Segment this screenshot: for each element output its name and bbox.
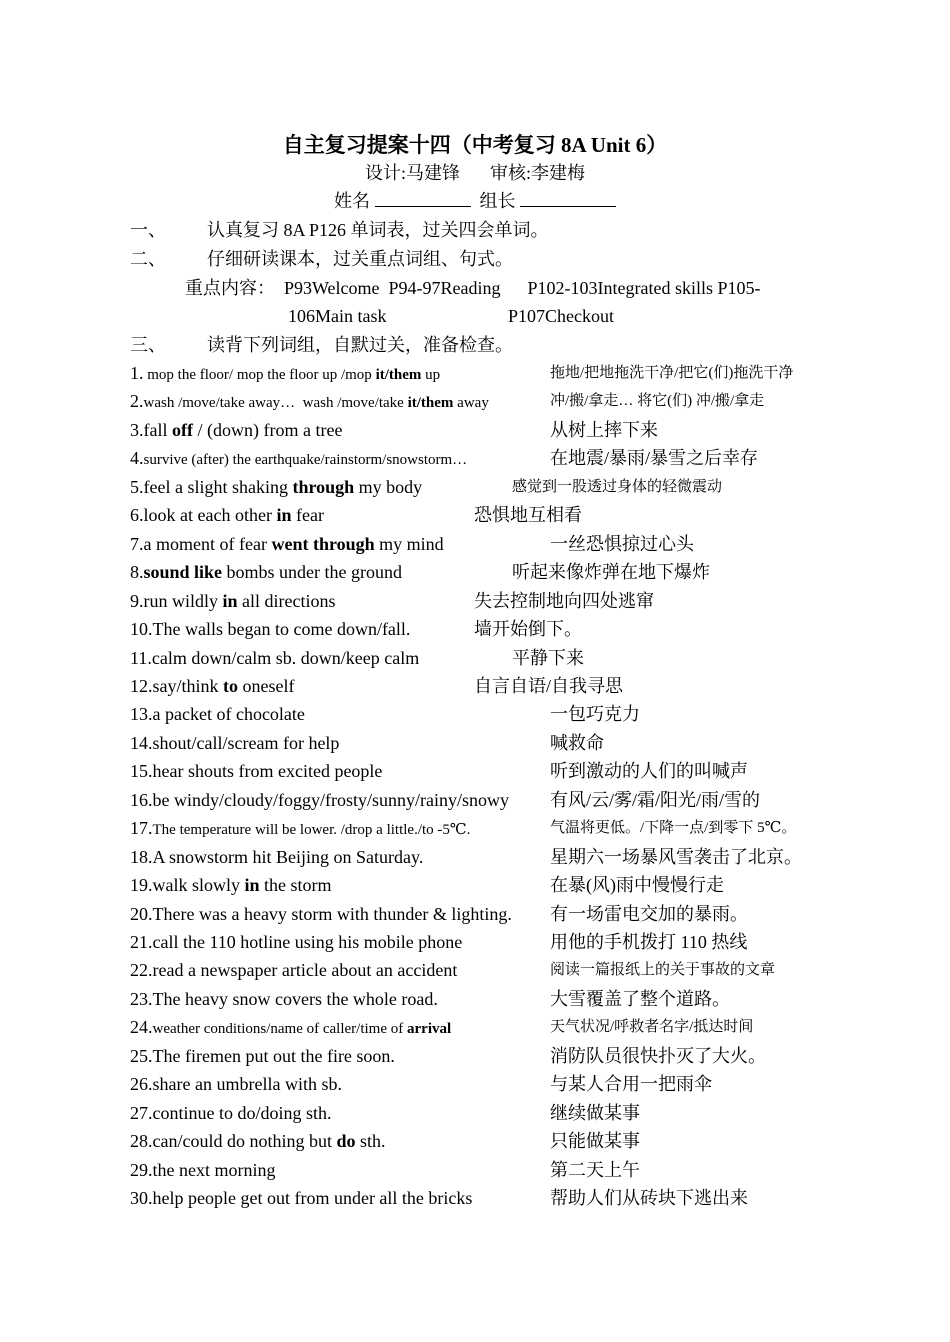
list-item: [0, 359, 950, 387]
phrase-keyword: in: [222, 590, 238, 611]
list-item: [0, 786, 950, 814]
phrase-body: [144, 477, 423, 497]
phrase-chinese: 第二天上午: [550, 1159, 640, 1180]
phrase-english: [130, 1042, 395, 1070]
phrase-text: The heavy snow covers the whole road.: [152, 988, 438, 1009]
phrase-text: say/think: [152, 675, 223, 696]
phrase-body: [144, 505, 324, 525]
item-number: 4.: [130, 448, 144, 469]
list-item: [0, 530, 950, 558]
phrase-text: hear shouts from excited people: [152, 761, 383, 782]
phrase-text-end: fear: [291, 505, 324, 526]
phrase-body: [153, 989, 438, 1009]
item-number: 3.: [130, 419, 144, 440]
list-item: [0, 900, 950, 928]
list-item: [0, 1070, 950, 1098]
credits-line: [0, 160, 950, 186]
phrase-text: the next morning: [152, 1159, 276, 1180]
list-item: [0, 871, 950, 899]
focus-pages-cont: 106Main task P107Checkout: [288, 306, 614, 326]
item-number: 27.: [130, 1102, 153, 1123]
list-item: [0, 558, 950, 586]
phrase-chinese: 一丝恐惧掠过心头: [550, 533, 694, 554]
phrase-chinese: 阅读一篇报纸上的关于事故的文章: [550, 962, 776, 979]
phrase-english: [130, 814, 470, 844]
phrase-english: [130, 359, 440, 389]
phrase-text: survive (after) the earthquake/rainstorm/snowstorm…: [143, 452, 468, 469]
phrase-chinese: 在暴(风)雨中慢慢行走: [550, 875, 724, 896]
phrase-text: There was a heavy storm with thunder & lighting.: [152, 903, 512, 924]
item-number: 10.: [130, 619, 153, 640]
item-number: 6.: [130, 505, 144, 526]
item-number: 30.: [130, 1188, 153, 1209]
phrase-body: [153, 733, 340, 753]
phrase-chinese: 用他的手机拨打 110 热线: [550, 932, 748, 952]
phrase-english: [130, 644, 419, 672]
item-number: 14.: [130, 732, 153, 753]
phrase-english: [130, 956, 457, 984]
phrase-chinese: 星期六一场暴风雪袭击了北京。: [550, 846, 802, 867]
phrase-body: [153, 932, 463, 952]
phrase-text-end: / (down) from a tree: [193, 419, 343, 440]
phrase-body: [153, 1103, 332, 1123]
list-item: [0, 729, 950, 757]
phrase-chinese: 大雪覆盖了整个道路。: [550, 988, 730, 1009]
list-item: [0, 985, 950, 1013]
item-number: 26.: [130, 1074, 153, 1095]
document-title: 自主复习提案十四（中考复习 8A Unit 6）: [282, 133, 668, 157]
phrase-english: [130, 1184, 472, 1212]
phrase-body: [153, 619, 411, 639]
phrase-chinese: 听起来像炸弹在地下爆炸: [512, 562, 710, 583]
item-number: 17.: [130, 818, 153, 839]
focus-pages: P93Welcome P94-97Reading P102-103Integrated skills P105-: [284, 278, 761, 298]
phrase-body: [144, 534, 444, 554]
list-item: [0, 644, 950, 672]
list-item: [0, 416, 950, 444]
phrase-body: [144, 395, 489, 411]
item-number: 21.: [130, 932, 153, 952]
phrase-chinese: 有一场雷电交加的暴雨。: [550, 903, 748, 924]
list-item: [0, 700, 950, 728]
item-number: 8.: [130, 562, 144, 583]
phrase-body: [153, 1188, 473, 1208]
list-item: [0, 1099, 950, 1127]
phrase-english: [130, 587, 336, 615]
phrase-body: [144, 452, 468, 468]
phrase-text-end: all directions: [237, 590, 336, 611]
phrase-chinese: 感觉到一股透过身体的轻微震动: [512, 478, 723, 495]
phrase-text: walk slowly: [152, 875, 245, 896]
section-2: [130, 246, 513, 272]
phrase-keyword: do: [336, 1131, 356, 1152]
phrase-text: read a newspaper article about an accident: [152, 960, 458, 981]
section-1: [130, 217, 549, 243]
phrase-text: The temperature will be lower. /drop a little./to -5℃.: [152, 822, 471, 839]
phrase-text: A snowstorm hit Beijing on Saturday.: [152, 846, 424, 867]
phrase-body: [152, 648, 419, 668]
list-item: [0, 672, 950, 700]
phrase-chinese: 喊救命: [550, 732, 604, 753]
phrase-keyword: arrival: [407, 1021, 452, 1038]
item-number: 2.: [130, 391, 144, 412]
list-item: [0, 956, 950, 984]
phrase-text: call the 110 hotline using his mobile phone: [152, 932, 463, 952]
section-3: [130, 332, 513, 358]
phrase-chinese: 平静下来: [512, 647, 584, 668]
phrase-chinese: 气温将更低。/下降一点/到零下 5℃。: [550, 820, 797, 837]
item-number: 18.: [130, 846, 153, 867]
list-item: [0, 1042, 950, 1070]
phrase-chinese: 继续做某事: [550, 1102, 640, 1123]
phrase-text: wash /move/take away… wash /move/take: [143, 395, 408, 412]
phrase-keyword: to: [223, 675, 238, 696]
section-number: 三、: [130, 335, 166, 355]
phrase-english: [130, 444, 467, 474]
phrase-chinese: 冲/搬/拿走… 将它(们) 冲/搬/拿走: [550, 393, 765, 410]
item-number: 13.: [130, 704, 153, 725]
phrase-body: [153, 704, 305, 724]
phrase-chinese: 恐惧地互相看: [474, 505, 582, 526]
phrase-english: [130, 700, 305, 728]
phrase-text: feel a slight shaking: [143, 476, 293, 497]
phrase-english: [130, 871, 332, 899]
item-number: 23.: [130, 988, 153, 1009]
phrase-text-end: away: [453, 395, 489, 412]
item-number: 9.: [130, 590, 144, 611]
leader-blank: [520, 188, 616, 207]
phrase-chinese: 一包巧克力: [550, 704, 640, 725]
phrase-body: [153, 875, 332, 895]
phrase-keyword: it/them: [375, 367, 422, 383]
phrase-keyword: in: [244, 875, 260, 896]
phrase-text: run wildly: [143, 590, 223, 611]
phrase-body: [153, 676, 295, 696]
phrase-english: [130, 900, 512, 928]
item-number: 22.: [130, 960, 153, 981]
list-item: [0, 814, 950, 842]
phrase-text: The firemen put out the fire soon.: [152, 1045, 395, 1066]
phrase-body: [153, 1046, 395, 1066]
phrase-text: share an umbrella with sb.: [152, 1074, 342, 1095]
list-item: [0, 928, 950, 956]
phrase-body: [153, 1131, 386, 1151]
item-number: 29.: [130, 1159, 153, 1180]
phrase-text-end: my mind: [374, 533, 444, 554]
phrase-chinese: 帮助人们从砖块下逃出来: [550, 1188, 748, 1209]
list-item: [0, 843, 950, 871]
phrase-chinese: 消防队员很快扑灭了大火。: [550, 1045, 766, 1066]
phrase-text: help people get out from under all the bricks: [152, 1188, 473, 1209]
phrase-body: [153, 790, 509, 810]
phrase-english: [130, 1070, 342, 1098]
focus-label: 重点内容：: [185, 278, 275, 298]
phrase-body: [144, 562, 403, 582]
phrase-body: [144, 591, 336, 611]
leader-label: 组长: [479, 191, 516, 211]
phrase-text-end: up: [421, 367, 441, 383]
phrase-body: [153, 1074, 342, 1094]
phrase-text-end: the storm: [259, 875, 332, 896]
phrase-chinese: 听到激动的人们的叫喊声: [550, 761, 748, 782]
phrase-text: look at each other: [143, 505, 277, 526]
phrase-text-end: oneself: [238, 675, 295, 696]
item-number: 16.: [130, 789, 153, 810]
phrase-chinese: 天气状况/呼救者名字/抵达时间: [550, 1019, 754, 1036]
phrase-body: [153, 847, 424, 867]
section-text: 认真复习 8A P126 单词表，过关四会单词。: [207, 220, 549, 240]
phrase-english: [130, 558, 402, 586]
phrase-body: [153, 904, 512, 924]
phrase-english: [130, 757, 382, 785]
phrase-text: fall: [143, 419, 172, 440]
list-item: [0, 587, 950, 615]
phrase-text: a moment of fear: [143, 533, 272, 554]
phrase-text-end: sth.: [355, 1131, 386, 1152]
phrase-english: [130, 985, 438, 1013]
phrase-english: [130, 1099, 332, 1127]
phrase-english: [130, 928, 462, 956]
phrase-english: [130, 843, 423, 871]
list-item: [0, 615, 950, 643]
phrase-text: The walls began to come down/fall.: [152, 619, 411, 640]
phrase-keyword: it/them: [407, 395, 454, 412]
phrase-english: [130, 387, 489, 417]
phrase-body: [144, 420, 343, 440]
item-number: 5.: [130, 476, 144, 497]
list-item: [0, 501, 950, 529]
phrase-text: mop the floor/ mop the floor up /mop: [143, 367, 376, 383]
phrase-chinese: 只能做某事: [550, 1131, 640, 1152]
phrase-keyword: went through: [271, 533, 375, 554]
reviewer-credit: 审核:李建梅: [490, 163, 586, 183]
phrase-english: [130, 530, 444, 558]
list-item: [0, 473, 950, 501]
list-item: [0, 757, 950, 785]
name-blank: [375, 188, 471, 207]
phrase-english: [130, 501, 324, 529]
phrase-english: [130, 1013, 451, 1043]
list-item: [0, 1127, 950, 1155]
item-number: 24.: [130, 1017, 153, 1038]
section-text: 仔细研读课本，过关重点词组、句式。: [207, 249, 513, 269]
phrase-english: [130, 672, 294, 700]
phrase-body: [153, 822, 471, 838]
list-item: [0, 387, 950, 415]
phrase-keyword: in: [276, 505, 292, 526]
designer-credit: 设计:马建锋: [364, 163, 460, 183]
phrase-english: [130, 729, 339, 757]
phrase-text: weather conditions/name of caller/time of: [152, 1021, 407, 1038]
phrase-chinese: 墙开始倒下。: [474, 619, 582, 640]
section-number: 一、: [130, 220, 166, 240]
item-number: 28.: [130, 1131, 153, 1152]
item-number: 7.: [130, 533, 144, 554]
phrase-english: [130, 473, 422, 501]
section-number: 二、: [130, 249, 166, 269]
phrase-text: be windy/cloudy/foggy/frosty/sunny/rainy/snowy: [152, 789, 509, 810]
focus-content-line-1: [185, 275, 761, 301]
section-text: 读背下列词组，自默过关，准备检查。: [207, 335, 513, 355]
phrase-english: [130, 615, 410, 643]
phrase-english: [130, 1127, 386, 1155]
item-number: 20.: [130, 903, 153, 924]
phrase-text-end: my body: [354, 476, 423, 497]
item-number: 12.: [130, 675, 153, 696]
phrase-body: [153, 1160, 276, 1180]
list-item: [0, 1184, 950, 1212]
item-number: 11.: [130, 647, 152, 668]
phrase-chinese: 与某人合用一把雨伞: [550, 1074, 712, 1095]
item-number: 15.: [130, 761, 153, 782]
phrase-text: shout/call/scream for help: [152, 732, 340, 753]
phrase-english: [130, 416, 342, 444]
phrase-body: [153, 761, 383, 781]
list-item: [0, 1156, 950, 1184]
phrase-body: [144, 367, 441, 383]
phrase-chinese: 失去控制地向四处逃窜: [474, 590, 654, 611]
name-leader-line: [0, 188, 950, 214]
phrase-keyword: through: [292, 476, 355, 497]
phrase-keyword: sound like: [143, 562, 223, 583]
phrase-text-end: bombs under the ground: [222, 562, 403, 583]
item-number: 25.: [130, 1045, 153, 1066]
item-number: 19.: [130, 875, 153, 896]
phrase-english: [130, 786, 509, 814]
phrase-text: calm down/calm sb. down/keep calm: [151, 647, 420, 668]
phrase-chinese: 从树上摔下来: [550, 419, 658, 440]
list-item: [0, 1013, 950, 1041]
phrase-body: [153, 960, 458, 980]
phrase-text: a packet of chocolate: [152, 704, 305, 725]
phrase-text: continue to do/doing sth.: [152, 1102, 332, 1123]
phrase-chinese: 在地震/暴雨/暴雪之后幸存: [550, 448, 759, 469]
item-number: 1.: [130, 363, 144, 383]
focus-content-line-2: [288, 303, 614, 329]
phrase-chinese: 自言自语/自我寻思: [474, 675, 624, 696]
phrase-text: can/could do nothing but: [152, 1131, 337, 1152]
phrase-keyword: off: [172, 419, 193, 440]
phrase-chinese: 有风/云/雾/霜/阳光/雨/雪的: [550, 789, 761, 810]
phrase-english: [130, 1156, 275, 1184]
phrase-body: [153, 1021, 452, 1037]
phrase-chinese: 拖地/把地拖洗干净/把它(们)拖洗干净: [550, 365, 794, 381]
name-label: 姓名: [334, 191, 370, 211]
list-item: [0, 444, 950, 472]
